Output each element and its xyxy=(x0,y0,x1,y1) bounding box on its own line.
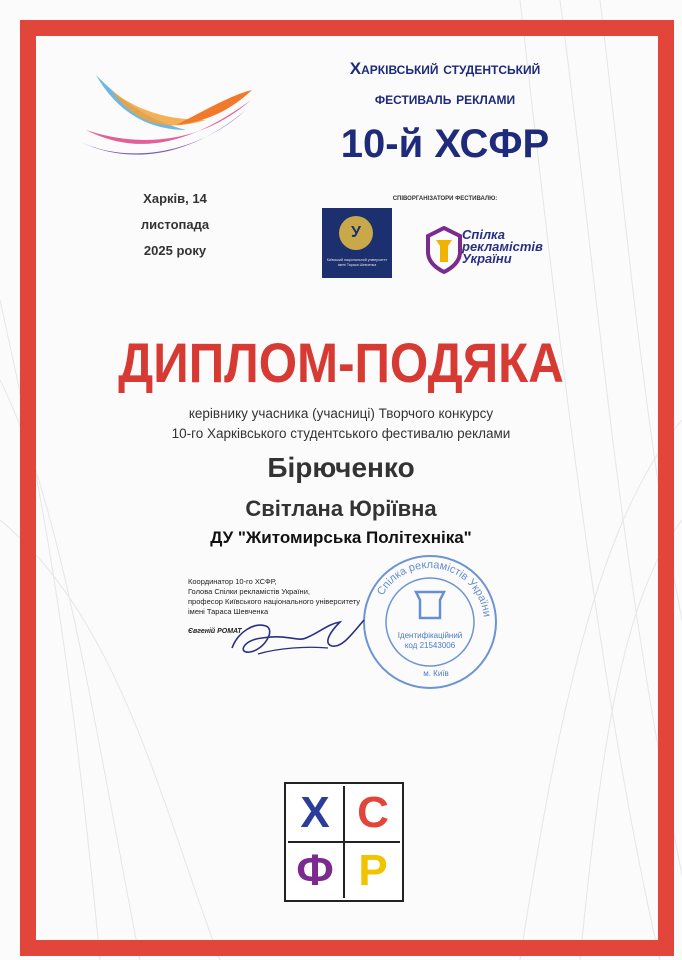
stamp-city: м. Київ xyxy=(423,669,449,678)
coordinator-signature xyxy=(228,612,368,662)
sru-emblem-icon xyxy=(424,226,464,274)
place-date-line2: 2025 року xyxy=(143,243,207,258)
coordinator-line1: Координатор 10-го ХСФР, xyxy=(188,577,277,586)
bottom-logo-letter-3: Ф xyxy=(296,846,334,895)
coordinator-line3: професор Київського національного університету xyxy=(188,597,361,606)
coordinator-name: Євгеній РОМАТ xyxy=(188,628,242,635)
stamp-ring-text: Спілка рекламістів України xyxy=(375,558,493,618)
recipient-surname: Бірюченко xyxy=(267,452,415,483)
bottom-logo-divider-horizontal xyxy=(288,841,400,843)
coordinator-line4: імені Тараса Шевченка xyxy=(188,607,269,616)
sru-line1: Спілка xyxy=(462,227,506,242)
festival-edition: 10-й ХСФР xyxy=(340,122,550,166)
recipient-given-names: Світлана Юріївна xyxy=(245,496,437,521)
addressee-text xyxy=(60,404,622,444)
sru-logo-text xyxy=(462,229,543,265)
official-stamp xyxy=(360,552,500,692)
diploma-title: ДИПЛОМ-ПОДЯКА xyxy=(118,331,564,394)
place-date xyxy=(110,186,240,264)
sru-line2: рекламістів xyxy=(462,239,543,254)
university-logo-text xyxy=(326,258,388,268)
addressee-line1: керівнику учасника (учасниці) Творчого конкурсу xyxy=(188,406,494,421)
sru-line3: України xyxy=(462,251,512,266)
bottom-logo-letter-1: Х xyxy=(300,788,330,837)
festival-name-line1: Харківський студентський xyxy=(349,59,541,78)
place-date-line1: Харків, 14 листопада xyxy=(140,191,210,232)
coordinator-line2: Голова Спілки рекламістів України, xyxy=(188,587,310,596)
university-text-line2: імені Тараса Шевченка xyxy=(337,263,377,267)
university-badge: У xyxy=(339,216,373,250)
bottom-logo-letter-4: Р xyxy=(358,846,388,895)
bottom-logo-letter-2: С xyxy=(357,788,389,837)
stamp-id-label: Ідентифікаційний xyxy=(397,631,463,640)
coordinator-info xyxy=(188,577,378,617)
stamp-id-code: код 21543006 xyxy=(404,641,456,650)
hsfr-bottom-logo xyxy=(284,782,404,902)
coorganizers-label: СПІВОРГАНІЗАТОРИ ФЕСТИВАЛЮ: xyxy=(392,196,498,202)
addressee-line2: 10-го Харківського студентського фестивалю реклами xyxy=(171,426,511,441)
university-text-line1: Київський національний університет xyxy=(326,258,388,262)
festival-bird-logo xyxy=(66,70,256,170)
recipient-organization: ДУ "Житомирська Політехніка" xyxy=(210,528,472,547)
festival-name xyxy=(300,54,590,114)
festival-name-line2: фестиваль реклами xyxy=(374,89,516,108)
